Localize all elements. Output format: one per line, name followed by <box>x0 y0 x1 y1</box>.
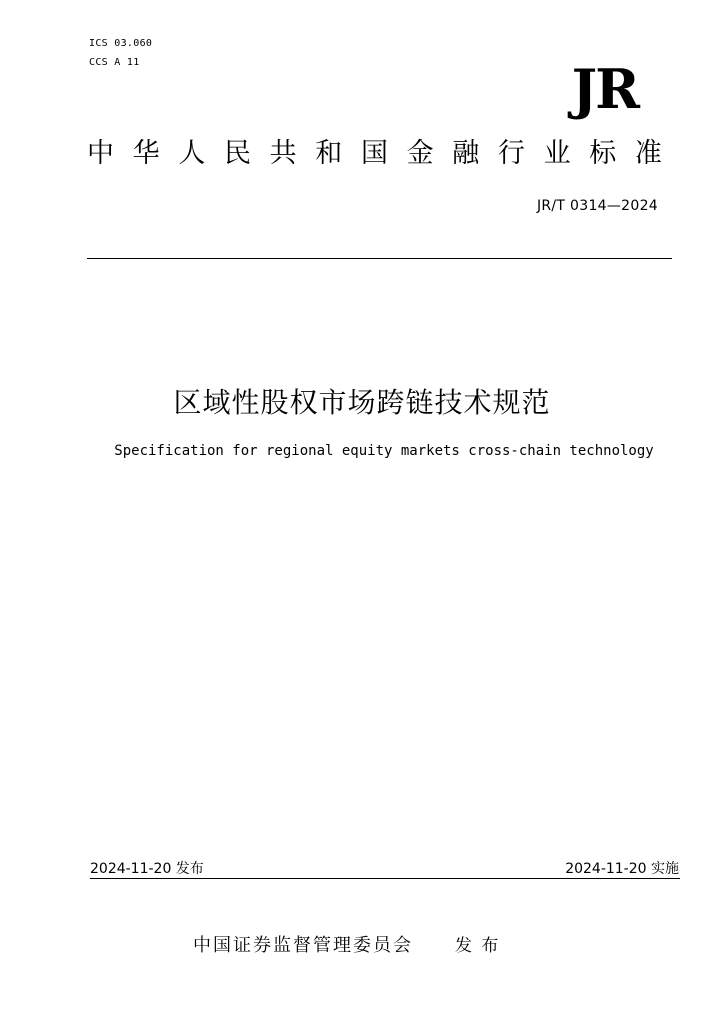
publisher-line <box>193 931 500 957</box>
standard-category-heading <box>87 140 662 167</box>
publish-date: 2024-11-20 发布 <box>90 861 204 877</box>
jr-logo: JR <box>571 57 638 121</box>
ics-code: ICS 03.060 <box>89 38 153 49</box>
standard-name-char: 业 <box>543 138 571 169</box>
document-title-cn: 区域性股权市场跨链技术规范 <box>173 386 551 419</box>
publisher-name: 中国证券监督管理委员会 <box>193 935 413 956</box>
standard-name-char: 中 <box>87 138 114 169</box>
standard-number: JR/T 0314—2024 <box>536 198 658 214</box>
implement-date: 2024-11-20 实施 <box>565 861 679 877</box>
date-row <box>90 858 679 878</box>
standard-name-char: 和 <box>315 138 343 169</box>
standard-name-char: 准 <box>634 138 662 169</box>
standard-name-char: 标 <box>589 138 617 169</box>
document-title-en: Specification for regional equity markets cross-chain technology <box>114 443 654 459</box>
standard-name-char: 行 <box>497 138 525 169</box>
header-divider <box>87 258 672 259</box>
standard-name-char: 民 <box>223 138 251 169</box>
publish-action: 发 布 <box>455 936 501 956</box>
standard-name-char: 共 <box>269 138 297 169</box>
ccs-code: CCS A 11 <box>89 57 140 68</box>
standard-name-char: 华 <box>132 138 160 169</box>
standard-name-char: 融 <box>452 138 480 169</box>
standard-name-char: 金 <box>406 138 434 169</box>
footer-divider <box>90 878 680 879</box>
standard-name-char: 人 <box>178 138 206 169</box>
standard-name-char: 国 <box>360 138 388 169</box>
